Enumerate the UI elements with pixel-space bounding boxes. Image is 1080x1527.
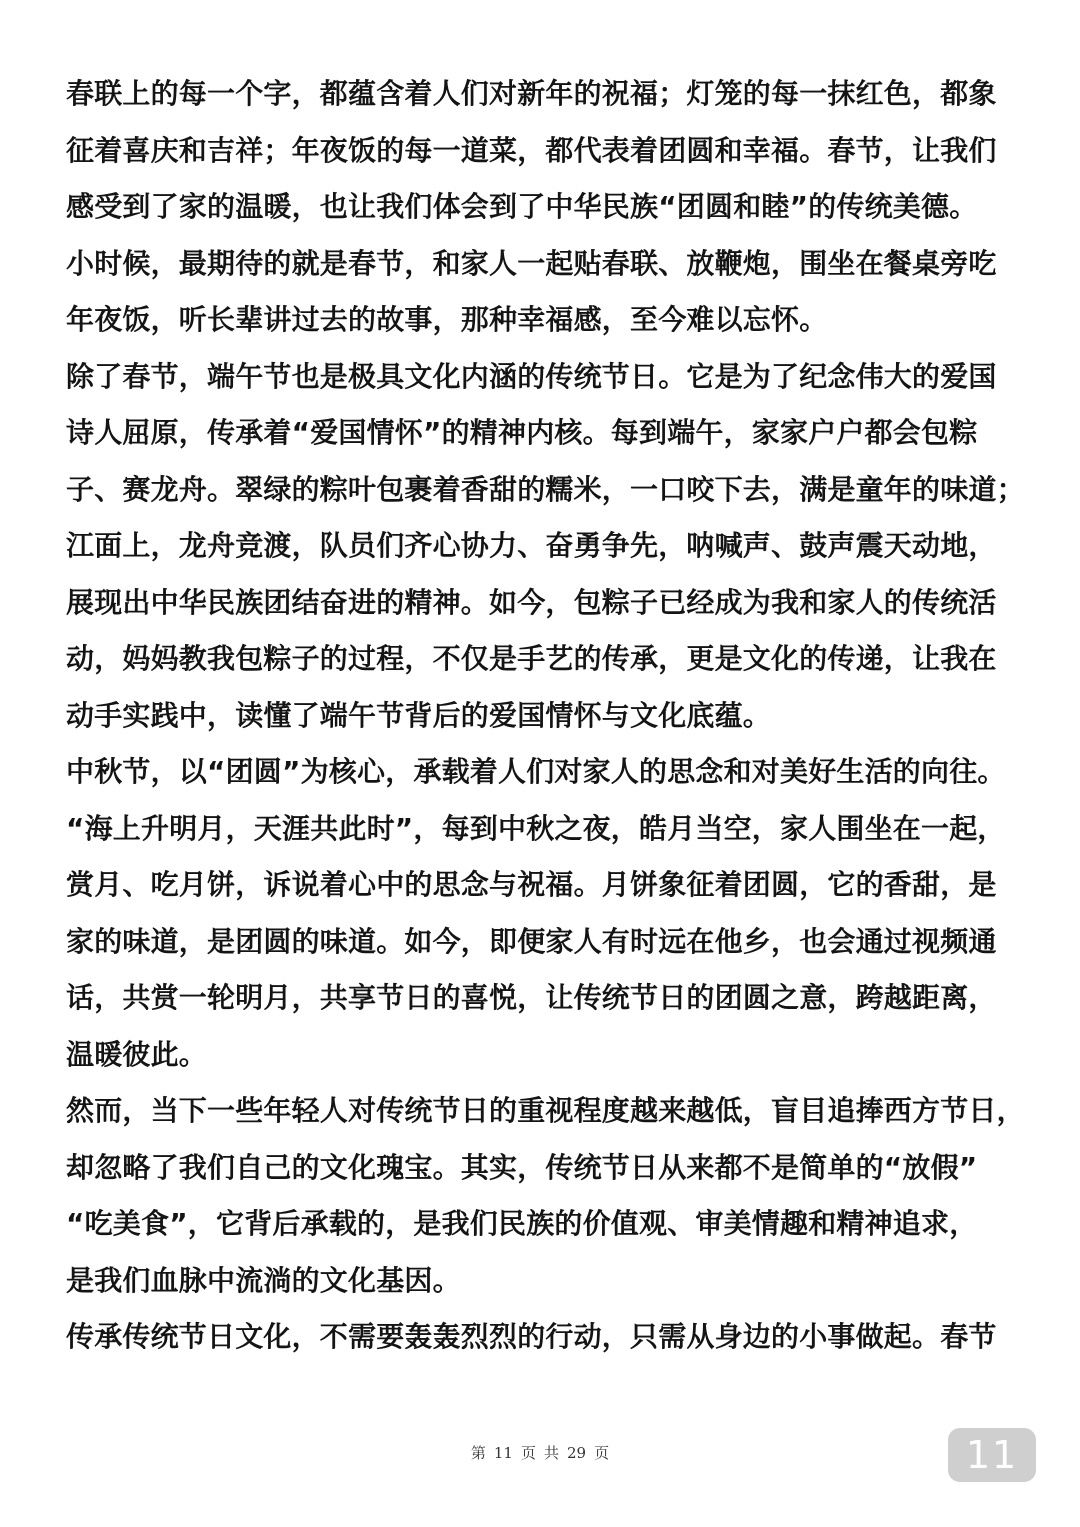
text-line: 温暖彼此。	[66, 1037, 208, 1071]
text-line: 诗人屈原，传承着“爱国情怀”的精神内核。每到端午，家家户户都会包粽	[66, 416, 978, 449]
text-line: 是我们血脉中流淌的文化基因。	[66, 1263, 461, 1297]
text-line: 除了春节，端午节也是极具文化内涵的传统节日。它是为了纪念伟大的爱国	[66, 359, 997, 393]
footer-label-unit: 页	[520, 1444, 536, 1462]
text-line: 年夜饭，听长辈讲过去的故事，那种幸福感，至今难以忘怀。	[66, 303, 828, 336]
footer-label-total: 共	[544, 1444, 560, 1462]
text-line: “吃美食”，它背后承载的，是我们民族的价值观、审美情趣和精神追求，	[66, 1207, 978, 1240]
text-line: 春联上的每一个字，都蕴含着人们对新年的祝福；灯笼的每一抹红色，都象	[66, 77, 997, 110]
text-line: 赏月、吃月饼，诉说着心中的思念与祝福。月饼象征着团圆，它的香甜，是	[66, 868, 997, 901]
text-line: 家的味道，是团圆的味道。如今，即便家人有时远在他乡，也会通过视频通	[66, 924, 997, 958]
text-line: 动手实践中，读懂了端午节背后的爱国情怀与文化底蕴。	[66, 698, 772, 732]
footer-label-unit-end: 页	[594, 1444, 610, 1462]
text-line: 动，妈妈教我包粽子的过程，不仅是手艺的传承，更是文化的传递，让我在	[66, 642, 997, 675]
text-line: 然而，当下一些年轻人对传统节日的重视程度越来越低，盲目追捧西方节日，	[66, 1094, 1025, 1127]
footer-label-page: 第	[470, 1444, 486, 1462]
text-line: 传承传统节日文化，不需要轰轰烈烈的行动，只需从身边的小事做起。春节	[66, 1320, 997, 1353]
text-line: 话，共赏一轮明月，共享节日的喜悦，让传统节日的团圆之意，跨越距离，	[66, 981, 997, 1014]
document-body	[66, 66, 1026, 1366]
text-line: 中秋节，以“团圆”为核心，承载着人们对家人的思念和对美好生活的向往。	[66, 755, 1006, 788]
text-line: “海上升明月，天涯共此时”，每到中秋之夜，皓月当空，家人围坐在一起，	[66, 811, 1006, 845]
text-line: 却忽略了我们自己的文化瑰宝。其实，传统节日从来都不是简单的“放假”	[66, 1150, 978, 1184]
text-line: 江面上，龙舟竞渡，队员们齐心协力、奋勇争先，呐喊声、鼓声震天动地，	[66, 529, 997, 562]
footer-current-page: 11	[493, 1444, 513, 1462]
page-footer	[0, 1442, 1080, 1463]
text-line: 小时候，最期待的就是春节，和家人一起贴春联、放鞭炮，围坐在餐桌旁吃	[66, 246, 997, 280]
text-line: 子、赛龙舟。翠绿的粽叶包裹着香甜的糯米，一口咬下去，满是童年的味道；	[66, 472, 1025, 506]
text-line: 征着喜庆和吉祥；年夜饭的每一道菜，都代表着团圆和幸福。春节，让我们	[66, 133, 997, 167]
text-line: 展现出中华民族团结奋进的精神。如今，包粽子已经成为我和家人的传统活	[66, 585, 997, 619]
footer-total-pages: 29	[567, 1444, 587, 1462]
text-line: 感受到了家的温暖，也让我们体会到了中华民族“团圆和睦”的传统美德。	[66, 190, 978, 223]
page-number-badge: 11	[948, 1428, 1036, 1482]
